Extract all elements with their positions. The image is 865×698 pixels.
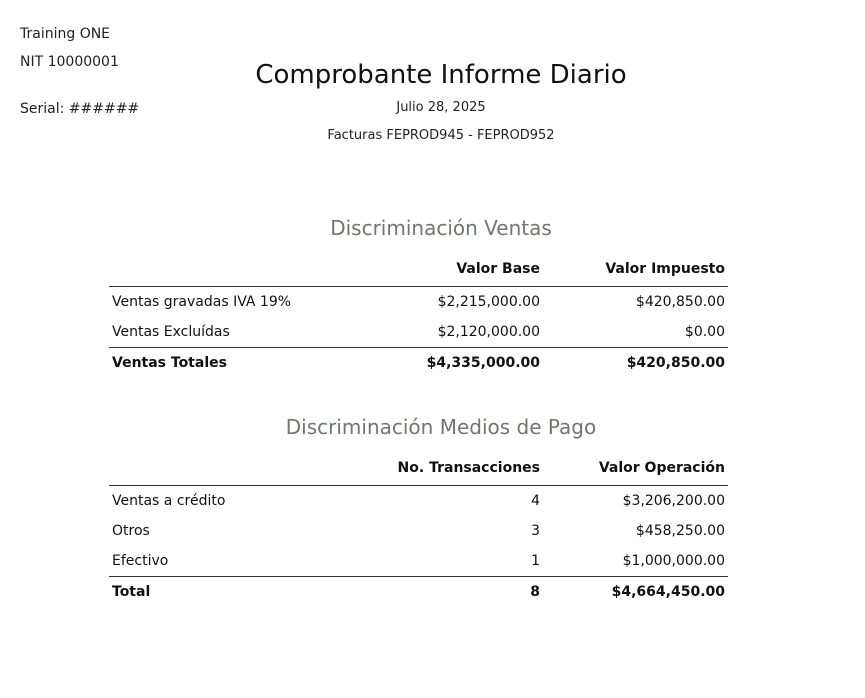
payments-header-row — [109, 458, 728, 486]
table-row — [109, 317, 728, 348]
total-base: $4,335,000.00 — [426, 355, 540, 371]
total-tax: $420,850.00 — [626, 355, 725, 371]
row-base: $2,120,000.00 — [437, 324, 540, 340]
company-name: Training ONE — [20, 26, 111, 42]
table-row — [109, 486, 728, 517]
row-label: Ventas Excluídas — [112, 324, 230, 340]
row-label: Ventas a crédito — [112, 493, 226, 509]
payments-header-amount: Valor Operación — [598, 460, 725, 476]
row-base: $2,215,000.00 — [437, 294, 540, 310]
row-tax: $0.00 — [684, 324, 725, 340]
row-tax: $420,850.00 — [635, 294, 725, 310]
company-serial: Serial: ###### — [20, 101, 140, 117]
payments-header-count: No. Transacciones — [397, 460, 540, 476]
sales-total-row — [109, 348, 728, 379]
table-row — [109, 546, 728, 577]
total-count: 8 — [530, 584, 540, 600]
table-row — [109, 516, 728, 546]
row-count: 4 — [531, 493, 540, 509]
table-row — [109, 287, 728, 318]
total-label: Total — [112, 584, 151, 600]
report-date: Julio 28, 2025 — [396, 100, 486, 115]
payments-table — [109, 458, 728, 607]
sales-header-row — [109, 259, 728, 287]
sales-section-title: Discriminación Ventas — [330, 216, 552, 240]
row-label: Efectivo — [112, 553, 169, 569]
report-title: Comprobante Informe Diario — [255, 60, 627, 90]
row-amount: $458,250.00 — [635, 523, 725, 539]
row-count: 1 — [531, 553, 540, 569]
row-amount: $3,206,200.00 — [622, 493, 725, 509]
company-nit: NIT 10000001 — [20, 54, 119, 70]
row-amount: $1,000,000.00 — [622, 553, 725, 569]
payments-header-label — [109, 458, 359, 486]
payments-total-row — [109, 577, 728, 608]
invoice-range: Facturas FEPROD945 - FEPROD952 — [327, 128, 555, 143]
payments-section-title: Discriminación Medios de Pago — [285, 415, 597, 439]
sales-table — [109, 259, 728, 378]
sales-header-base: Valor Base — [456, 261, 540, 277]
row-label: Ventas gravadas IVA 19% — [112, 294, 292, 310]
sales-header-tax: Valor Impuesto — [605, 261, 725, 277]
row-count: 3 — [531, 523, 540, 539]
row-label: Otros — [112, 523, 150, 539]
sales-header-label — [109, 259, 359, 287]
total-label: Ventas Totales — [112, 355, 227, 371]
total-amount: $4,664,450.00 — [611, 584, 725, 600]
